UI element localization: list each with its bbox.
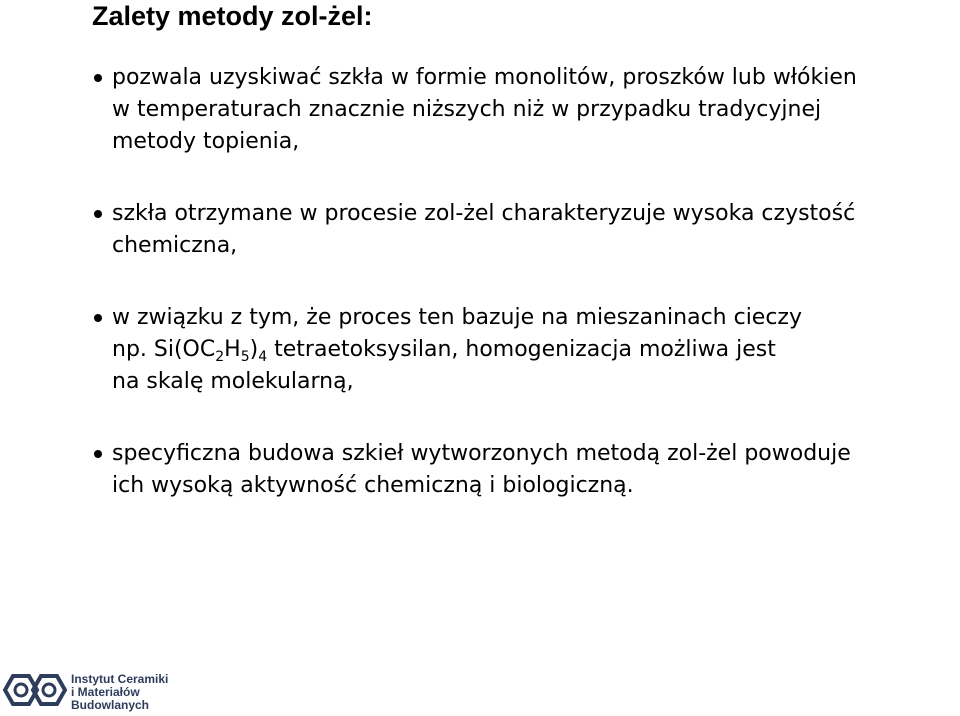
formula-prefix: np. Si(OC: [112, 337, 216, 362]
bullet-item: [112, 198, 958, 262]
bullet-line: pozwala uzyskiwać szkła w formie monolitów, proszków lub włókien: [112, 65, 857, 90]
bullet-item: [112, 438, 958, 502]
page-title: Zalety metody zol-żel:: [92, 1, 373, 31]
institute-logo-icon: [3, 670, 67, 710]
institute-logo: [3, 670, 203, 716]
bullet-line: ich wysoką aktywność chemiczną i biologiczną.: [112, 473, 634, 498]
bullet-line: metody topienia,: [112, 129, 300, 154]
bullet-dot-icon: [94, 210, 102, 218]
formula-text: H: [224, 337, 241, 362]
institute-name-line: Instytut Ceramiki: [71, 672, 169, 686]
formula-line: [112, 334, 958, 366]
formula-subscript: 2: [215, 349, 225, 365]
formula-text: ): [249, 337, 259, 362]
bullet-dot-icon: [94, 314, 102, 322]
institute-name: [71, 673, 168, 712]
bullet-dot-icon: [94, 74, 102, 82]
bullet-item: [112, 302, 958, 398]
bullet-line: w temperaturach znacznie niższych niż w przypadku tradycyjnej: [112, 97, 822, 122]
formula-subscript: 4: [258, 349, 268, 365]
bullet-line: szkła otrzymane w procesie zol-żel charakteryzuje wysoka czystość: [112, 201, 856, 226]
formula-suffix: tetraetoksysilan, homogenizacja możliwa jest: [267, 337, 776, 362]
bullet-line: w związku z tym, że proces ten bazuje na mieszaninach cieczy: [112, 305, 803, 330]
bullet-item: [112, 62, 958, 158]
bullet-line: chemiczna,: [112, 233, 238, 258]
bullet-line: specyficzna budowa szkieł wytworzonych metodą zol-żel powoduje: [112, 441, 851, 466]
institute-name-line: i Materiałów: [71, 685, 140, 699]
formula-subscript: 5: [240, 349, 250, 365]
bullet-dot-icon: [94, 450, 102, 458]
institute-name-line: Budowlanych: [71, 698, 150, 712]
bullet-line: na skalę molekularną,: [112, 369, 354, 394]
